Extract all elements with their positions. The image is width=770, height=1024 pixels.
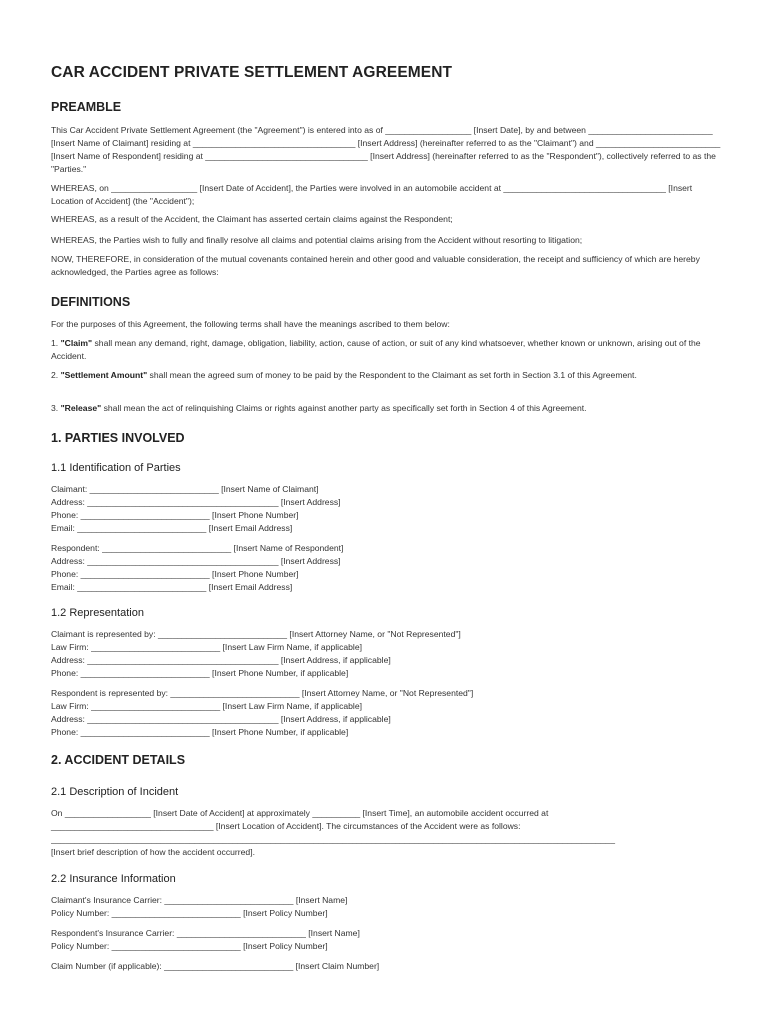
form-line: On __________________ [Insert Date of Accident] at approximately __________ [Insert Time], an automobile accident occurred at bbox=[51, 808, 549, 818]
definition-number: 1. bbox=[51, 338, 59, 348]
claimant-identification bbox=[51, 483, 341, 535]
preamble-paragraph-1: This Car Accident Private Settlement Agreement (the "Agreement") is entered into as of __________________ [Insert Date], by and between __________________________ [Insert Name of Claimant] residing at __________________________________ [Insert Address] (hereinafter referred to as the "Claimant") and __________________________ [Insert Name of Respondent] residing at __________________________________ [Insert Address] (hereinafter referred to as the "Respondent"), collectively referred to as the "Parties." bbox=[51, 125, 721, 174]
definition-item bbox=[51, 337, 723, 363]
definition-text: shall mean the agreed sum of money to be paid by the Respondent to the Claimant as set forth in Section 3.1 of this Agreement. bbox=[147, 370, 637, 380]
definition-number: 2. bbox=[51, 370, 59, 380]
form-line: Policy Number: ___________________________ [Insert Policy Number] bbox=[51, 941, 328, 951]
definitions-heading: DEFINITIONS bbox=[51, 295, 131, 309]
definition-number: 3. bbox=[51, 403, 59, 413]
form-line: Law Firm: ___________________________ [Insert Law Firm Name, if applicable] bbox=[51, 642, 362, 652]
definition-text: shall mean the act of relinquishing Claims or rights against another party as specifically set forth in Section 4 of this Agreement. bbox=[101, 403, 587, 413]
section-1-heading: 1. PARTIES INVOLVED bbox=[51, 431, 185, 445]
form-line: Policy Number: ___________________________ [Insert Policy Number] bbox=[51, 908, 328, 918]
definition-item bbox=[51, 369, 723, 382]
form-line: Phone: ___________________________ [Insert Phone Number, if applicable] bbox=[51, 727, 349, 737]
document-title: CAR ACCIDENT PRIVATE SETTLEMENT AGREEMENT bbox=[51, 64, 453, 81]
form-line: Address: ________________________________________ [Insert Address, if applicable] bbox=[51, 714, 391, 724]
form-line: ______________________________________________________________________________________________________________________ bbox=[51, 834, 615, 844]
form-line: Law Firm: ___________________________ [Insert Law Firm Name, if applicable] bbox=[51, 701, 362, 711]
form-line: Email: ___________________________ [Insert Email Address] bbox=[51, 523, 293, 533]
definition-term: "Claim" bbox=[60, 338, 93, 348]
preamble-heading: PREAMBLE bbox=[51, 100, 122, 114]
form-line: Claimant's Insurance Carrier: ___________________________ [Insert Name] bbox=[51, 895, 348, 905]
form-line: Respondent: ___________________________ [Insert Name of Respondent] bbox=[51, 543, 344, 553]
form-line: Phone: ___________________________ [Insert Phone Number] bbox=[51, 569, 299, 579]
form-line: Claimant: ___________________________ [Insert Name of Claimant] bbox=[51, 484, 319, 494]
section-2-1-heading: 2.1 Description of Incident bbox=[51, 786, 179, 798]
form-line: Phone: ___________________________ [Insert Phone Number] bbox=[51, 510, 299, 520]
section-1-2-heading: 1.2 Representation bbox=[51, 607, 144, 619]
preamble-paragraph-2: WHEREAS, on __________________ [Insert Date of Accident], the Parties were involved in an automobile accident at __________________________________ [Insert Location of Accident] (the "Accident"); bbox=[51, 183, 693, 206]
section-2-2-heading: 2.2 Insurance Information bbox=[51, 873, 176, 885]
definition-term: "Release" bbox=[60, 403, 102, 413]
definition-term: "Settlement Amount" bbox=[60, 370, 148, 380]
claimant-insurance bbox=[51, 894, 347, 920]
respondent-representation bbox=[51, 687, 473, 739]
form-line: Address: ________________________________________ [Insert Address] bbox=[51, 556, 341, 566]
form-line: Email: ___________________________ [Insert Email Address] bbox=[51, 582, 293, 592]
definition-item bbox=[51, 402, 723, 415]
form-line: [Insert brief description of how the accident occurred]. bbox=[51, 847, 255, 857]
section-1-1-heading: 1.1 Identification of Parties bbox=[51, 462, 181, 474]
section-2-heading: 2. ACCIDENT DETAILS bbox=[51, 753, 186, 767]
form-line: Claimant is represented by: ___________________________ [Insert Attorney Name, or "Not Represented"] bbox=[51, 629, 461, 639]
form-line: Address: ________________________________________ [Insert Address, if applicable] bbox=[51, 655, 391, 665]
preamble-paragraph-4: WHEREAS, the Parties wish to fully and finally resolve all claims and potential claims arising from the Accident without resorting to litigation; bbox=[51, 235, 583, 245]
respondent-insurance bbox=[51, 927, 360, 953]
definitions-intro: For the purposes of this Agreement, the following terms shall have the meanings ascribed to them below: bbox=[51, 319, 450, 329]
form-line: Respondent's Insurance Carrier: ___________________________ [Insert Name] bbox=[51, 928, 360, 938]
claim-number-line: Claim Number (if applicable): ___________________________ [Insert Claim Number] bbox=[51, 961, 380, 971]
preamble-paragraph-3: WHEREAS, as a result of the Accident, the Claimant has asserted certain claims against the Respondent; bbox=[51, 214, 453, 224]
form-line: __________________________________ [Insert Location of Accident]. The circumstances of the Accident were as follows: bbox=[51, 821, 521, 831]
claimant-representation bbox=[51, 628, 461, 680]
incident-description bbox=[51, 807, 719, 859]
form-line: Phone: ___________________________ [Insert Phone Number, if applicable] bbox=[51, 668, 349, 678]
form-line: Respondent is represented by: ___________________________ [Insert Attorney Name, or "Not Represented"] bbox=[51, 688, 474, 698]
preamble-paragraph-5: NOW, THEREFORE, in consideration of the mutual covenants contained herein and other good and valuable consideration, the receipt and sufficiency of which are hereby acknowledged, the Parties agree as follows: bbox=[51, 254, 700, 277]
form-line: Address: ________________________________________ [Insert Address] bbox=[51, 497, 341, 507]
respondent-identification bbox=[51, 542, 343, 594]
definition-text: shall mean any demand, right, damage, obligation, liability, action, cause of action, or suit of any kind whatsoever, whether known or unknown, arising out of the Accident. bbox=[51, 338, 701, 361]
